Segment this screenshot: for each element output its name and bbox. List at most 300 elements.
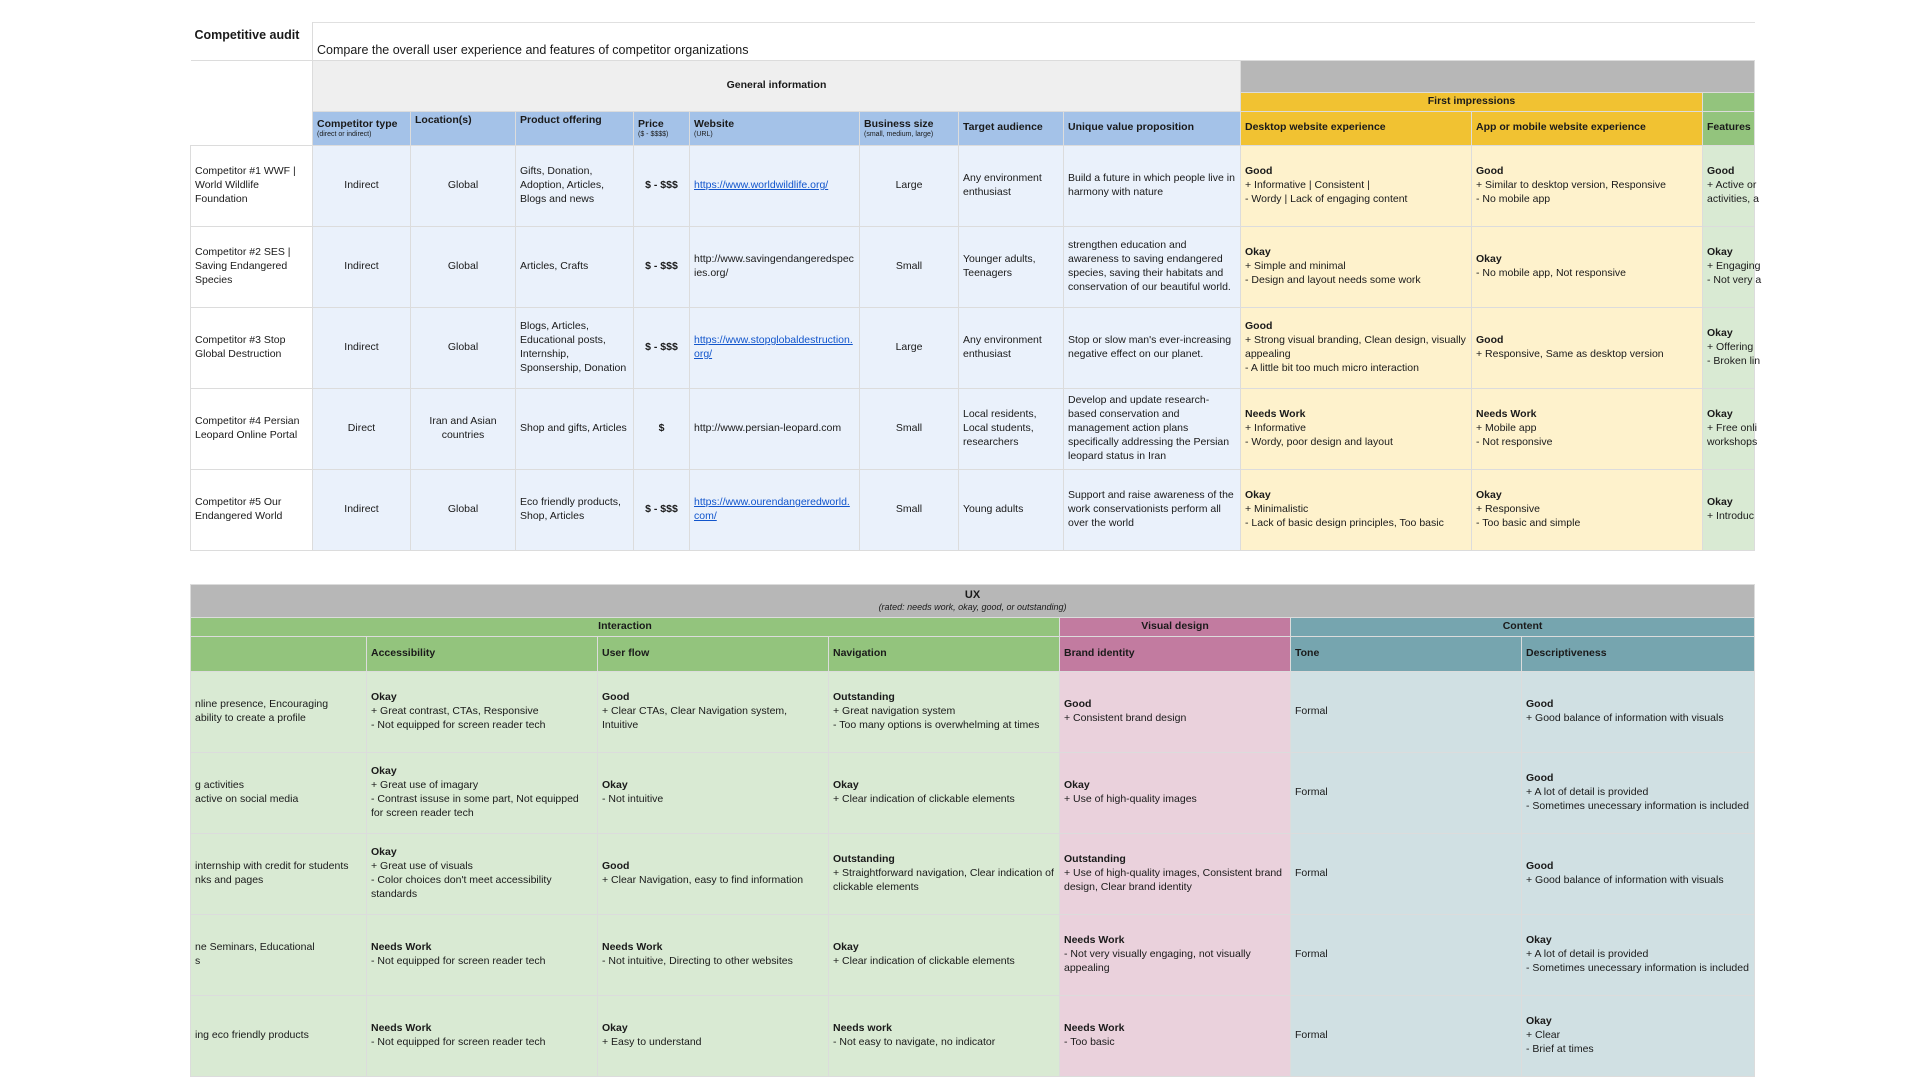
value-proposition-text: strengthen education and awareness to saving endangered species, saving their habitats and conservation of our beautiful world. bbox=[1068, 239, 1231, 293]
value-proposition bbox=[1064, 388, 1241, 469]
navigation-cell-line: + Great navigation system bbox=[833, 704, 956, 717]
tone-cell-text: Formal bbox=[1295, 947, 1328, 960]
business-size-text: Small bbox=[895, 259, 923, 272]
descriptiveness-cell-line: - Sometimes unecessary information is included bbox=[1526, 961, 1749, 974]
col-target-audience bbox=[959, 111, 1064, 145]
website bbox=[690, 145, 860, 226]
product-offering-text: Shop and gifts, Articles bbox=[520, 421, 627, 434]
business-size bbox=[860, 145, 959, 226]
website bbox=[690, 226, 860, 307]
features-cell-rating: Good bbox=[1707, 165, 1735, 178]
descriptiveness-cell-line: + Clear bbox=[1526, 1028, 1561, 1041]
price bbox=[634, 307, 690, 388]
features-tail-line: nline presence, Encouraging bbox=[195, 698, 329, 710]
features-tail-line: g activities bbox=[195, 779, 245, 791]
desktop-experience-line: + Minimalistic bbox=[1245, 502, 1309, 515]
desktop-experience-line: - A little bit too much micro interaction bbox=[1245, 361, 1419, 374]
business-size bbox=[860, 226, 959, 307]
business-size-text: Large bbox=[895, 340, 923, 353]
competitor-location-text: Global bbox=[447, 340, 479, 353]
user-flow-cell-line: - Not intuitive bbox=[602, 792, 664, 805]
col-label: Unique value proposition bbox=[1068, 121, 1195, 134]
features-cell-continued bbox=[191, 671, 367, 752]
mobile-experience-line: - Too basic and simple bbox=[1476, 516, 1581, 529]
target-audience bbox=[959, 307, 1064, 388]
desktop-experience-rating: Needs Work bbox=[1245, 408, 1306, 421]
descriptiveness-cell bbox=[1522, 671, 1755, 752]
col-competitor-type bbox=[313, 111, 411, 145]
interaction-label: Interaction bbox=[598, 620, 652, 632]
descriptiveness-cell bbox=[1522, 833, 1755, 914]
brand-identity-cell-line: + Consistent brand design bbox=[1064, 711, 1187, 724]
col-sublabel: (URL) bbox=[694, 131, 713, 139]
features-cell-rating: Okay bbox=[1707, 246, 1733, 259]
descriptiveness-cell-rating: Okay bbox=[1526, 934, 1552, 947]
features-tail-line: s bbox=[195, 954, 201, 967]
competitor-type bbox=[313, 145, 411, 226]
col-label: Descriptiveness bbox=[1526, 646, 1607, 659]
price bbox=[634, 145, 690, 226]
content-label: Content bbox=[1502, 620, 1543, 632]
brand-identity-cell-rating: Needs Work bbox=[1064, 1022, 1125, 1034]
descriptiveness-cell-rating: Good bbox=[1526, 698, 1554, 710]
features-cell bbox=[1703, 469, 1755, 550]
mobile-experience-line: - No mobile app bbox=[1476, 192, 1551, 205]
business-size-text: Large bbox=[895, 178, 923, 191]
value-proposition bbox=[1064, 226, 1241, 307]
website-link[interactable]: http://www.savingendangeredspecies.org/ bbox=[694, 253, 854, 279]
features-tail-line: active on social media bbox=[195, 792, 299, 805]
col-price bbox=[634, 111, 690, 145]
user-flow-cell-rating: Needs Work bbox=[602, 941, 663, 953]
general-information-label: General information bbox=[726, 79, 827, 91]
business-size bbox=[860, 307, 959, 388]
competitor-type-text: Indirect bbox=[344, 340, 379, 353]
subtitle-text: Compare the overall user experience and features of competitor organizations bbox=[317, 42, 749, 57]
desktop-experience-line: - Wordy, poor design and layout bbox=[1245, 435, 1393, 448]
accessibility-cell-rating: Okay bbox=[371, 691, 397, 704]
mobile-experience bbox=[1472, 388, 1703, 469]
desktop-experience bbox=[1241, 469, 1472, 550]
features-cell-line: + Active or bbox=[1707, 178, 1757, 191]
value-proposition-text: Support and raise awareness of the work conservationists perform all over the world bbox=[1068, 489, 1234, 529]
competitor-row bbox=[191, 388, 1755, 469]
navigation-cell-rating: Okay bbox=[833, 941, 859, 953]
competitor-type bbox=[313, 469, 411, 550]
accessibility-cell-rating: Okay bbox=[371, 846, 397, 859]
features-cell-continued bbox=[191, 833, 367, 914]
mobile-experience bbox=[1472, 307, 1703, 388]
page-subtitle bbox=[313, 23, 1755, 61]
navigation-cell-line: - Not easy to navigate, no indicator bbox=[833, 1035, 996, 1048]
competitor-type-text: Indirect bbox=[344, 502, 379, 515]
competitor-type bbox=[313, 226, 411, 307]
descriptiveness-cell-line: + Good balance of information with visuals bbox=[1526, 711, 1724, 724]
website-link[interactable]: https://www.worldwildlife.org/ bbox=[694, 178, 829, 191]
website-link[interactable]: https://www.ourendangeredworld.com/ bbox=[694, 496, 850, 522]
price-text: $ - $$$ bbox=[645, 502, 678, 515]
value-proposition-text: Build a future in which people live in harmony with nature bbox=[1068, 172, 1235, 198]
ux-header bbox=[191, 585, 1755, 618]
brand-identity-cell-line: - Too basic bbox=[1064, 1035, 1115, 1048]
competitor-type-text: Direct bbox=[347, 421, 376, 434]
desktop-experience-line: + Strong visual branding, Clean design, visually appealing bbox=[1245, 334, 1466, 360]
tone-cell bbox=[1291, 833, 1522, 914]
competitor-name bbox=[191, 226, 313, 307]
features-cell-line: - Not very a bbox=[1707, 273, 1762, 286]
competitor-type bbox=[313, 388, 411, 469]
features-cell-continued bbox=[191, 752, 367, 833]
first-impressions-label: First impressions bbox=[1427, 95, 1516, 107]
col-sublabel: (direct or indirect) bbox=[317, 131, 372, 139]
ux-sublabel: (rated: needs work, okay, good, or outstanding) bbox=[878, 602, 1067, 613]
competitor-name-text: Competitor #5 Our Endangered World bbox=[195, 496, 283, 522]
navigation-cell-line: - Too many options is overwhelming at times bbox=[833, 718, 1040, 731]
navigation-cell-line: + Straightforward navigation, Clear indication of clickable elements bbox=[833, 866, 1054, 893]
competitor-name-text: Competitor #1 WWF | World Wildlife Foundation bbox=[195, 165, 296, 205]
col-product-offering bbox=[516, 111, 634, 145]
visual-design-header bbox=[1060, 618, 1291, 637]
col-label: Brand identity bbox=[1064, 646, 1135, 659]
desktop-experience-line: - Lack of basic design principles, Too basic bbox=[1245, 516, 1444, 529]
desktop-experience-rating: Okay bbox=[1245, 246, 1271, 259]
desktop-experience bbox=[1241, 145, 1472, 226]
competitor-row bbox=[191, 145, 1755, 226]
descriptiveness-cell-rating: Okay bbox=[1526, 1015, 1552, 1028]
col-label: Target audience bbox=[963, 121, 1043, 134]
product-offering bbox=[516, 388, 634, 469]
navigation-cell-rating: Needs work bbox=[833, 1022, 892, 1034]
website-link[interactable]: http://www.persian-leopard.com bbox=[694, 421, 842, 434]
target-audience-text: Younger adults, Teenagers bbox=[963, 253, 1036, 279]
competitor-location bbox=[411, 388, 516, 469]
accessibility-cell-line: - Color choices don't meet accessibility standards bbox=[371, 873, 552, 900]
competitor-location bbox=[411, 145, 516, 226]
accessibility-cell bbox=[367, 752, 598, 833]
col-locations bbox=[411, 111, 516, 145]
features-cell bbox=[1703, 226, 1762, 307]
tone-cell-text: Formal bbox=[1295, 785, 1328, 798]
blank-corner bbox=[191, 61, 313, 146]
mobile-experience-line: + Responsive, Same as desktop version bbox=[1476, 347, 1664, 360]
mobile-experience bbox=[1472, 469, 1703, 550]
mobile-experience-line: - No mobile app, Not responsive bbox=[1476, 266, 1626, 279]
desktop-experience bbox=[1241, 226, 1472, 307]
features-cell-line: - Broken lin bbox=[1707, 354, 1761, 367]
col-descriptiveness bbox=[1522, 636, 1755, 671]
features-cell-line: + Offering bbox=[1707, 340, 1754, 353]
competitor-type-text: Indirect bbox=[344, 259, 379, 272]
website bbox=[690, 469, 860, 550]
col-tone bbox=[1291, 636, 1522, 671]
target-audience bbox=[959, 226, 1064, 307]
descriptiveness-cell bbox=[1522, 752, 1755, 833]
features-tail-line: nks and pages bbox=[195, 873, 264, 886]
col-label: Features bbox=[1707, 121, 1751, 134]
user-flow-cell bbox=[598, 752, 829, 833]
accessibility-cell-line: + Great use of imagary bbox=[371, 779, 479, 791]
accessibility-cell bbox=[367, 995, 598, 1076]
business-size-text: Small bbox=[895, 421, 923, 434]
bottom-column-headers bbox=[191, 636, 1755, 671]
user-flow-cell bbox=[598, 833, 829, 914]
content-header bbox=[1291, 618, 1755, 637]
features-band bbox=[1703, 93, 1755, 112]
competitive-audit-table bbox=[190, 22, 1762, 551]
ux-row bbox=[191, 752, 1755, 833]
desktop-experience-rating: Good bbox=[1245, 165, 1273, 178]
mobile-experience-line: + Responsive bbox=[1476, 502, 1540, 515]
product-offering-text: Gifts, Donation, Adoption, Articles, Blogs and news bbox=[520, 165, 605, 205]
descriptiveness-cell bbox=[1522, 995, 1755, 1076]
features-cell-line: activities, a bbox=[1707, 192, 1759, 205]
accessibility-cell bbox=[367, 671, 598, 752]
product-offering bbox=[516, 469, 634, 550]
features-cell bbox=[1703, 145, 1759, 226]
business-size-text: Small bbox=[895, 502, 923, 515]
col-sublabel: (small, medium, large) bbox=[864, 131, 934, 139]
features-cell-line: + Introduc bbox=[1707, 509, 1754, 522]
website bbox=[690, 307, 860, 388]
col-label: Product offering bbox=[520, 113, 602, 126]
desktop-experience-line: + Simple and minimal bbox=[1245, 259, 1346, 272]
user-flow-cell-rating: Good bbox=[602, 860, 630, 872]
ux-label: UX bbox=[964, 588, 981, 601]
business-size bbox=[860, 469, 959, 550]
price bbox=[634, 226, 690, 307]
brand-identity-cell bbox=[1060, 914, 1291, 995]
price-text: $ - $$$ bbox=[645, 178, 678, 191]
competitor-location-text: Iran and Asian countries bbox=[429, 415, 497, 441]
desktop-experience bbox=[1241, 307, 1472, 388]
product-offering bbox=[516, 226, 634, 307]
accessibility-cell bbox=[367, 833, 598, 914]
competitor-type-text: Indirect bbox=[344, 178, 379, 191]
tone-cell-text: Formal bbox=[1295, 866, 1328, 879]
mobile-experience-line: + Mobile app bbox=[1476, 421, 1537, 434]
navigation-cell bbox=[829, 914, 1060, 995]
first-impressions-header bbox=[1241, 93, 1703, 112]
target-audience-text: Young adults bbox=[963, 502, 1024, 515]
brand-identity-cell bbox=[1060, 752, 1291, 833]
col-navigation bbox=[829, 636, 1060, 671]
competitor-location bbox=[411, 226, 516, 307]
accessibility-cell-rating: Needs Work bbox=[371, 1022, 432, 1034]
col-brand-identity bbox=[1060, 636, 1291, 671]
tone-cell-text: Formal bbox=[1295, 704, 1328, 717]
navigation-cell bbox=[829, 833, 1060, 914]
descriptiveness-cell-line: + Good balance of information with visuals bbox=[1526, 873, 1724, 886]
mobile-experience-rating: Good bbox=[1476, 165, 1504, 178]
col-mobile bbox=[1472, 111, 1703, 145]
mobile-experience-line: - Not responsive bbox=[1476, 435, 1553, 448]
product-offering-text: Articles, Crafts bbox=[520, 259, 589, 272]
col-desktop bbox=[1241, 111, 1472, 145]
brand-identity-cell-rating: Needs Work bbox=[1064, 934, 1125, 947]
descriptiveness-cell-line: - Brief at times bbox=[1526, 1042, 1594, 1055]
desktop-experience bbox=[1241, 388, 1472, 469]
brand-identity-cell-line: - Not very visually engaging, not visually appealing bbox=[1064, 947, 1251, 974]
accessibility-cell-line: - Not equipped for screen reader tech bbox=[371, 718, 546, 731]
general-information-header bbox=[313, 61, 1241, 112]
visual-design-label: Visual design bbox=[1141, 620, 1209, 632]
ux-row bbox=[191, 995, 1755, 1076]
brand-identity-cell bbox=[1060, 995, 1291, 1076]
user-flow-cell-line: - Not intuitive, Directing to other websites bbox=[602, 954, 793, 967]
col-label: User flow bbox=[602, 646, 650, 659]
features-cell-line: + Engaging bbox=[1707, 259, 1761, 272]
descriptiveness-cell-rating: Good bbox=[1526, 860, 1554, 872]
descriptiveness-cell-line: + A lot of detail is provided bbox=[1526, 947, 1649, 960]
tone-cell bbox=[1291, 995, 1522, 1076]
features-cell-line: workshops bbox=[1707, 435, 1758, 448]
user-flow-cell bbox=[598, 671, 829, 752]
mobile-experience bbox=[1472, 145, 1703, 226]
value-proposition bbox=[1064, 307, 1241, 388]
descriptiveness-cell-line: - Sometimes unecessary information is included bbox=[1526, 799, 1749, 812]
user-flow-cell bbox=[598, 995, 829, 1076]
col-label: Location(s) bbox=[415, 113, 472, 126]
features-cell-rating: Okay bbox=[1707, 327, 1733, 340]
competitor-type bbox=[313, 307, 411, 388]
brand-identity-cell-rating: Outstanding bbox=[1064, 853, 1126, 866]
navigation-cell bbox=[829, 752, 1060, 833]
features-cell bbox=[1703, 388, 1758, 469]
mobile-experience-rating: Good bbox=[1476, 334, 1504, 346]
website-link[interactable]: https://www.stopglobaldestruction.org/ bbox=[694, 334, 853, 360]
target-audience bbox=[959, 388, 1064, 469]
desktop-experience-rating: Okay bbox=[1245, 489, 1271, 502]
competitor-location-text: Global bbox=[447, 502, 479, 515]
accessibility-cell bbox=[367, 914, 598, 995]
col-label: Navigation bbox=[833, 646, 887, 659]
product-offering-text: Eco friendly products, Shop, Articles bbox=[520, 496, 621, 522]
competitor-row bbox=[191, 469, 1755, 550]
competitor-row bbox=[191, 307, 1755, 388]
user-flow-cell-rating: Okay bbox=[602, 1022, 628, 1034]
first-impressions-band bbox=[1241, 61, 1755, 93]
col-uvp bbox=[1064, 111, 1241, 145]
desktop-experience-line: + Informative bbox=[1245, 421, 1306, 434]
col-label: Accessibility bbox=[371, 646, 436, 659]
accessibility-cell-line: + Great use of visuals bbox=[371, 860, 473, 872]
accessibility-cell-rating: Needs Work bbox=[371, 941, 432, 953]
ux-row bbox=[191, 914, 1755, 995]
navigation-cell-line: + Clear indication of clickable elements bbox=[833, 792, 1015, 805]
user-flow-cell-rating: Good bbox=[602, 691, 630, 704]
col-website bbox=[690, 111, 860, 145]
competitor-location bbox=[411, 469, 516, 550]
col-features-cont bbox=[191, 636, 367, 671]
website bbox=[690, 388, 860, 469]
features-tail-line: ing eco friendly products bbox=[195, 1028, 309, 1041]
value-proposition bbox=[1064, 145, 1241, 226]
ux-row bbox=[191, 671, 1755, 752]
descriptiveness-cell-line: + A lot of detail is provided bbox=[1526, 785, 1649, 798]
descriptiveness-cell-rating: Good bbox=[1526, 772, 1554, 785]
target-audience bbox=[959, 469, 1064, 550]
features-cell bbox=[1703, 307, 1761, 388]
mobile-experience-rating: Needs Work bbox=[1476, 408, 1537, 421]
competitor-name bbox=[191, 388, 313, 469]
top-column-headers bbox=[191, 111, 1755, 145]
col-label: Competitor type bbox=[317, 117, 398, 130]
tone-cell bbox=[1291, 671, 1522, 752]
desktop-experience-line: - Wordy | Lack of engaging content bbox=[1245, 192, 1408, 205]
navigation-cell bbox=[829, 995, 1060, 1076]
page-title bbox=[191, 23, 313, 61]
col-business-size bbox=[860, 111, 959, 145]
business-size bbox=[860, 388, 959, 469]
competitor-name bbox=[191, 469, 313, 550]
competitor-location bbox=[411, 307, 516, 388]
desktop-experience-rating: Good bbox=[1245, 320, 1273, 333]
user-flow-cell-line: + Clear CTAs, Clear Navigation system, Intuitive bbox=[602, 704, 788, 731]
col-label: Business size bbox=[864, 117, 934, 130]
mobile-experience-rating: Okay bbox=[1476, 253, 1502, 265]
mobile-experience-line: + Similar to desktop version, Responsive bbox=[1476, 178, 1666, 191]
features-tail-line: internship with credit for students bbox=[195, 860, 349, 872]
brand-identity-cell-line: + Use of high-quality images bbox=[1064, 792, 1197, 805]
competitor-location-text: Global bbox=[447, 178, 479, 191]
navigation-cell-line: + Clear indication of clickable elements bbox=[833, 954, 1015, 967]
navigation-cell-rating: Outstanding bbox=[833, 853, 895, 866]
col-sublabel: ($ - $$$$) bbox=[638, 131, 669, 139]
features-cell-continued bbox=[191, 995, 367, 1076]
navigation-cell-rating: Okay bbox=[833, 779, 859, 791]
brand-identity-cell-rating: Good bbox=[1064, 698, 1092, 710]
col-label: Desktop website experience bbox=[1245, 121, 1386, 134]
value-proposition bbox=[1064, 469, 1241, 550]
desktop-experience-line: + Informative | Consistent | bbox=[1245, 178, 1370, 191]
user-flow-cell-line: + Easy to understand bbox=[602, 1035, 702, 1048]
features-cell-rating: Okay bbox=[1707, 408, 1733, 421]
accessibility-cell-line: - Contrast issuse in some part, Not equipped for screen reader tech bbox=[371, 792, 579, 819]
ux-table bbox=[190, 584, 1755, 1077]
competitor-name bbox=[191, 307, 313, 388]
title-text: Competitive audit bbox=[194, 27, 300, 42]
user-flow-cell-rating: Okay bbox=[602, 779, 628, 791]
competitor-location-text: Global bbox=[447, 259, 479, 272]
col-accessibility bbox=[367, 636, 598, 671]
competitor-name-text: Competitor #2 SES | Saving Endangered Species bbox=[195, 246, 291, 286]
accessibility-cell-line: - Not equipped for screen reader tech bbox=[371, 1035, 546, 1048]
accessibility-cell-line: + Great contrast, CTAs, Responsive bbox=[371, 704, 539, 717]
descriptiveness-cell bbox=[1522, 914, 1755, 995]
brand-identity-cell bbox=[1060, 671, 1291, 752]
tone-cell-text: Formal bbox=[1295, 1028, 1328, 1041]
target-audience bbox=[959, 145, 1064, 226]
accessibility-cell-rating: Okay bbox=[371, 765, 397, 778]
price-text: $ - $$$ bbox=[645, 259, 678, 272]
accessibility-cell-line: - Not equipped for screen reader tech bbox=[371, 954, 546, 967]
features-cell-line: + Free onli bbox=[1707, 421, 1757, 434]
interaction-header bbox=[191, 618, 1060, 637]
price bbox=[634, 388, 690, 469]
col-label: App or mobile website experience bbox=[1476, 121, 1646, 134]
user-flow-cell bbox=[598, 914, 829, 995]
col-label: Price bbox=[638, 117, 664, 130]
col-features bbox=[1703, 111, 1755, 145]
target-audience-text: Any environment enthusiast bbox=[963, 172, 1042, 198]
price-text: $ bbox=[658, 421, 665, 434]
competitor-name bbox=[191, 145, 313, 226]
features-tail-line: ability to create a profile bbox=[195, 711, 306, 724]
navigation-cell bbox=[829, 671, 1060, 752]
col-label: Tone bbox=[1295, 646, 1320, 659]
mobile-experience-rating: Okay bbox=[1476, 489, 1502, 502]
competitor-name-text: Competitor #4 Persian Leopard Online Portal bbox=[195, 415, 300, 441]
